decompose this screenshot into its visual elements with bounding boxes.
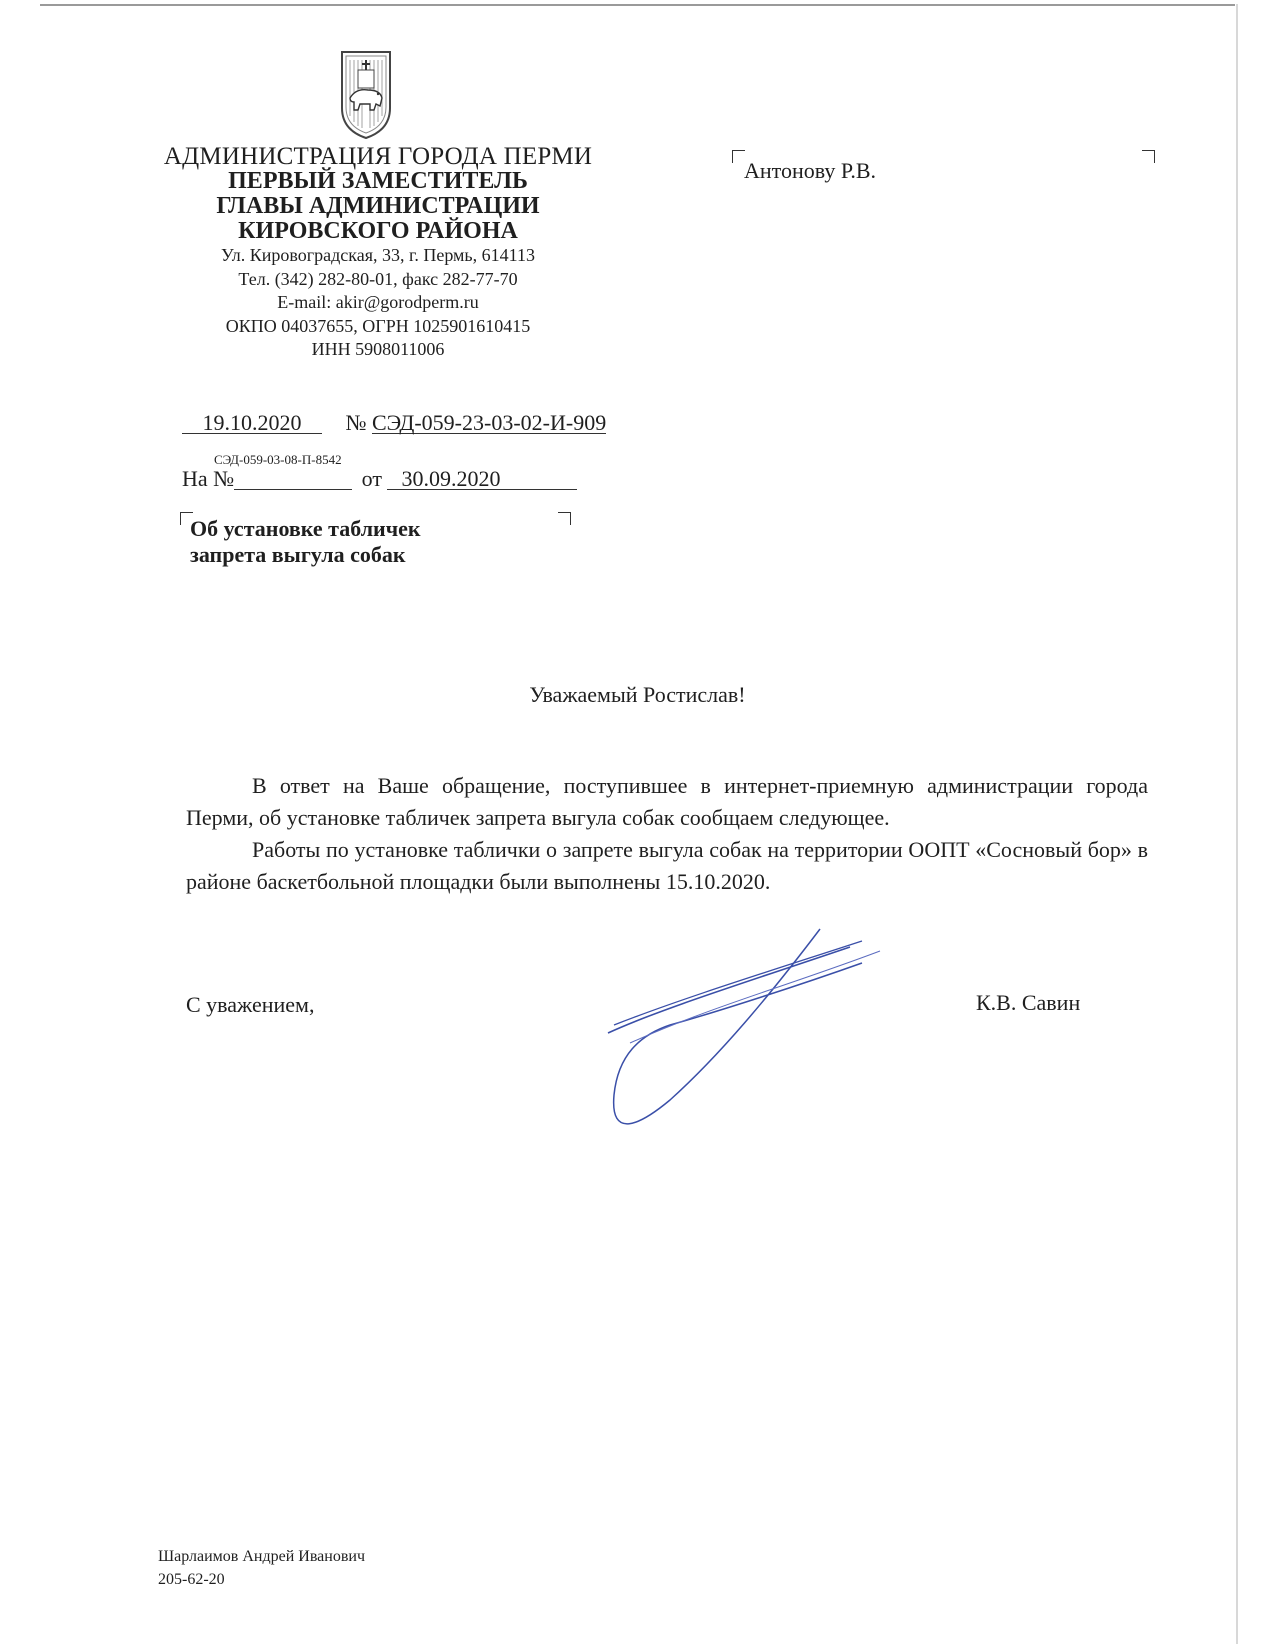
department-line-3: КИРОВСКОГО РАЙОНА xyxy=(238,218,518,244)
inn: ИНН 5908011006 xyxy=(311,339,445,359)
executor-name: Шарлаимов Андрей Иванович xyxy=(158,1548,366,1565)
reference-number-blank xyxy=(234,469,352,490)
signer-name: К.В. Савин xyxy=(976,990,1081,1015)
signature-icon xyxy=(600,925,910,1145)
executor xyxy=(158,1545,365,1591)
salutation: Уважаемый Ростислав! xyxy=(529,682,746,707)
reference-from-label: от xyxy=(361,466,382,491)
organization-name: АДМИНИСТРАЦИЯ ГОРОДА ПЕРМИ xyxy=(163,143,593,170)
registration-date: 19.10.2020 xyxy=(182,413,322,434)
letter-body xyxy=(186,770,1148,898)
org-codes: ОКПО 04037655, ОГРН 1025901610415 xyxy=(225,315,531,336)
recipient: Антонову Р.В. xyxy=(744,158,877,183)
closing: С уважением, xyxy=(186,992,315,1017)
address: Ул. Кировоградская, 33, г. Пермь, 614113 xyxy=(221,245,535,265)
subject-corner-right xyxy=(558,512,571,525)
subject-line-1: Об установке табличек xyxy=(190,516,421,541)
body-paragraph-2: Работы по установке таблички о запрете выгула собак на территории ООПТ «Сосновый бор» в районе баскетбольной площадки были выполнены 15.10.2020. xyxy=(186,837,1148,894)
subject-line-2: запрета выгула собак xyxy=(190,542,406,567)
registration-line xyxy=(182,410,606,436)
subject xyxy=(190,516,421,568)
registration-number: СЭД-059-23-03-02-И-909 xyxy=(372,410,607,435)
email: E-mail: akir@gorodperm.ru xyxy=(277,292,479,312)
department-line-2: ГЛАВЫ АДМИНИСТРАЦИИ xyxy=(216,193,540,219)
scan-top-edge xyxy=(40,4,1235,6)
reference-number: СЭД-059-03-08-П-8542 xyxy=(214,452,342,467)
letterhead xyxy=(130,144,626,362)
phone: Тел. (342) 282-80-01, факс 282-77-70 xyxy=(238,268,518,289)
body-paragraph-1: В ответ на Ваше обращение, поступившее в интернет-приемную администрации города Перми, об установке табличек запрета выгула собак сообщаем следующее. xyxy=(186,773,1148,830)
department-line-1: ПЕРВЫЙ ЗАМЕСТИТЕЛЬ xyxy=(228,168,528,194)
scan-right-edge xyxy=(1236,4,1238,1644)
reference-prefix: На № xyxy=(182,466,235,491)
reference-date: 30.09.2020 xyxy=(387,469,577,490)
reference-line xyxy=(182,466,577,492)
executor-phone: 205-62-20 xyxy=(158,1571,225,1588)
coat-of-arms-icon xyxy=(338,46,394,142)
recipient-corner-right xyxy=(1142,150,1155,163)
number-sign: № xyxy=(345,410,367,435)
